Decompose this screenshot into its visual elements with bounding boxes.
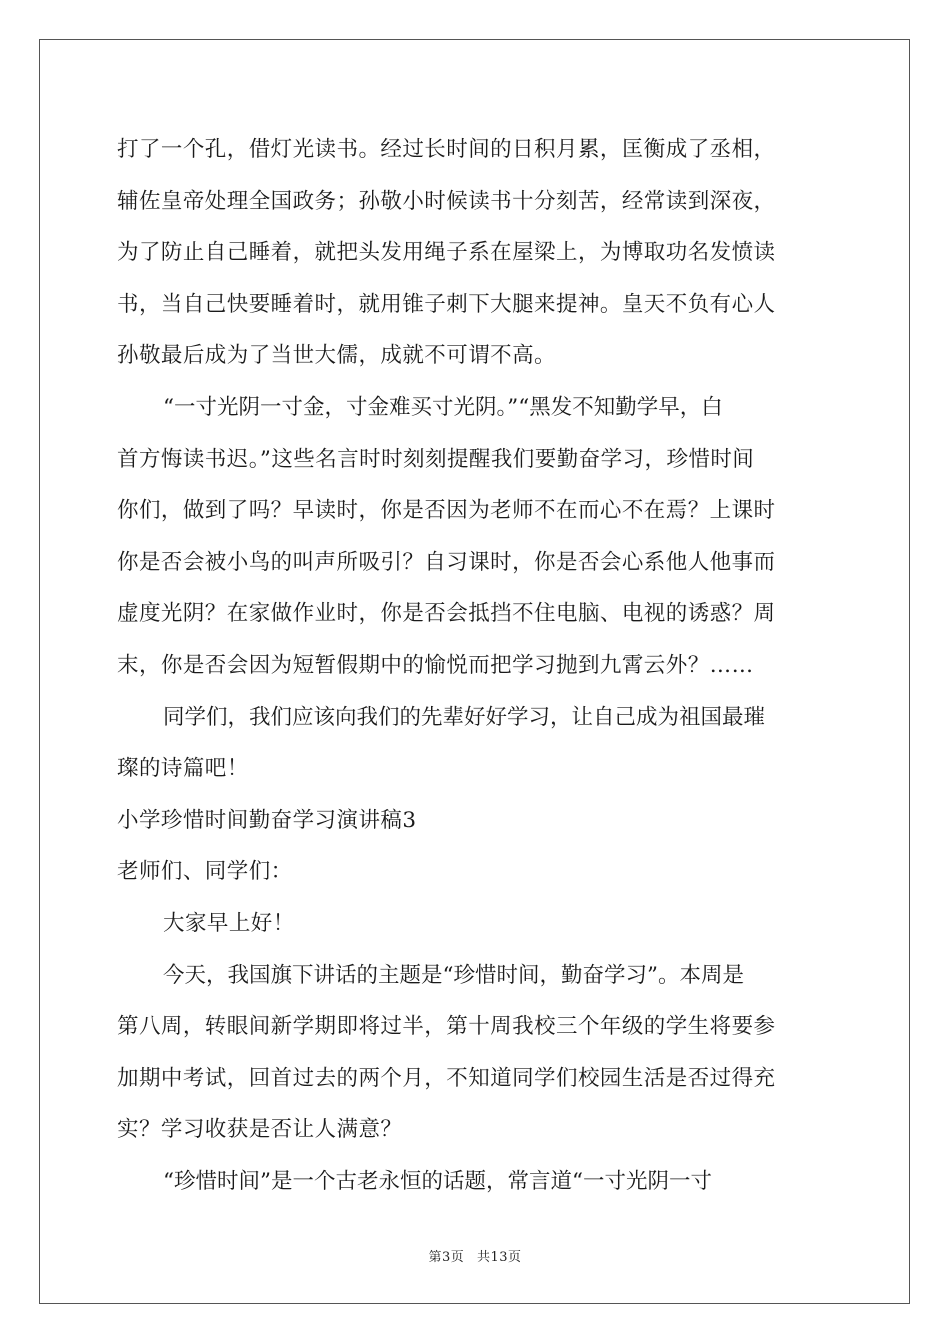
body-line: 虚度光阴？在家做作业时，你是否会抵挡不住电脑、电视的诱惑？周 <box>117 601 776 627</box>
page-footer <box>0 1246 950 1265</box>
section-heading: 小学珍惜时间勤奋学习演讲稿3 <box>117 807 417 833</box>
body-line: 为了防止自己睡着，就把头发用绳子系在屋梁上，为博取功名发愤读 <box>117 240 776 266</box>
body-line: 你是否会被小鸟的叫声所吸引？自习课时，你是否会心系他人他事而 <box>117 549 776 575</box>
salutation: 老师们、同学们： <box>117 859 293 885</box>
body-line: “一寸光阴一寸金，寸金难买寸光阴。”“黑发不知勤学早，白 <box>163 394 723 420</box>
page-total: 共13页 <box>476 1250 522 1265</box>
body-line: 今天，我国旗下讲话的主题是“珍惜时间，勤奋学习”。本周是 <box>163 962 744 988</box>
body-line: 第八周，转眼间新学期即将过半，第十周我校三个年级的学生将要参 <box>117 1014 776 1040</box>
body-line: 辅佐皇帝处理全国政务；孙敬小时候读书十分刻苦，经常读到深夜， <box>117 188 776 214</box>
body-line: 实？学习收获是否让人满意？ <box>117 1117 403 1143</box>
greeting: 大家早上好！ <box>163 910 295 936</box>
body-line: 你们，做到了吗？早读时，你是否因为老师不在而心不在焉？上课时 <box>117 498 776 524</box>
page-number: 第3页 <box>428 1250 465 1265</box>
body-line: 孙敬最后成为了当世大儒，成就不可谓不高。 <box>117 343 557 369</box>
body-line: “珍惜时间”是一个古老永恒的话题，常言道“一寸光阴一寸 <box>163 1168 712 1194</box>
document-body <box>117 124 833 1207</box>
body-line: 加期中考试，回首过去的两个月，不知道同学们校园生活是否过得充 <box>117 1065 776 1091</box>
body-line: 末，你是否会因为短暂假期中的愉悦而把学习抛到九霄云外？…… <box>117 652 754 678</box>
body-line: 书，当自己快要睡着时，就用锥子刺下大腿来提神。皇天不负有心人 <box>117 291 776 317</box>
body-line: 首方悔读书迟。”这些名言时时刻刻提醒我们要勤奋学习，珍惜时间 <box>117 446 755 472</box>
body-line: 璨的诗篇吧！ <box>117 756 249 782</box>
body-line: 打了一个孔，借灯光读书。经过长时间的日积月累，匡衡成了丞相， <box>117 137 776 162</box>
body-line: 同学们，我们应该向我们的先辈好好学习，让自己成为祖国最璀 <box>163 704 766 730</box>
